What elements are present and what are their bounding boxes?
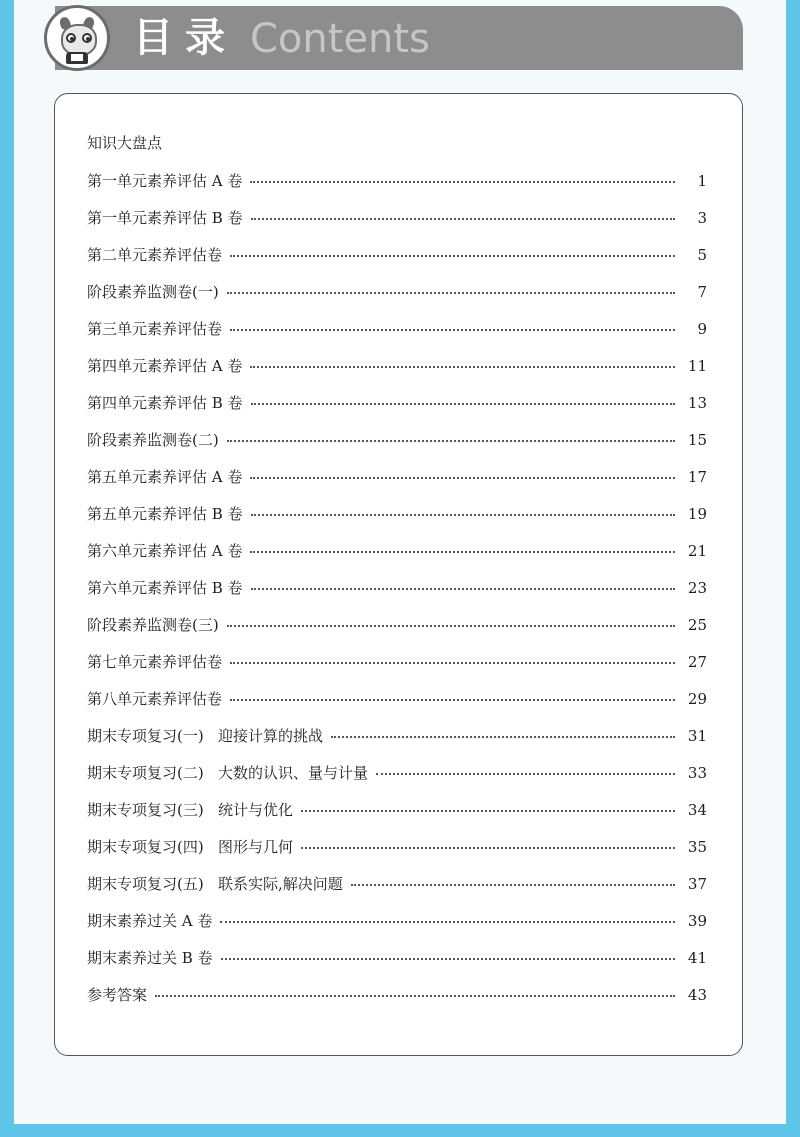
toc-entry-title: 第一单元素养评估 A 卷 [87,172,243,190]
toc-entry[interactable] [87,939,707,976]
dot-leader [250,477,675,479]
dot-leader [221,958,675,960]
toc-entry-title: 第八单元素养评估卷 [87,690,223,708]
toc-entry-page-number: 15 [687,430,707,449]
dot-leader [230,699,675,701]
dot-leader [301,810,675,812]
toc-entry[interactable] [87,643,707,680]
toc-entry[interactable] [87,162,707,199]
toc-entry-page-number: 34 [687,800,707,819]
toc-entry[interactable] [87,902,707,939]
toc-entry[interactable] [87,865,707,902]
dot-leader [227,292,675,294]
toc-entry-title: 第一单元素养评估 B 卷 [87,209,243,227]
toc-entry[interactable] [87,384,707,421]
toc-entry-title: 阶段素养监测卷(一) [87,283,219,301]
dot-leader [331,736,675,738]
toc-entry-title: 期末专项复习(一) 迎接计算的挑战 [87,727,324,745]
toc-entry[interactable] [87,976,707,1013]
toc-entry[interactable] [87,828,707,865]
toc-entry-page-number: 27 [687,652,707,671]
dot-leader [230,329,675,331]
dot-leader [351,884,675,886]
toc-entry-title: 第四单元素养评估 B 卷 [87,394,243,412]
toc-entry-page-number: 29 [687,689,707,708]
toc-entry-title: 期末素养过关 A 卷 [87,912,213,930]
toc-entry-title: 期末专项复习(四) 图形与几何 [87,838,294,856]
toc-entry-title: 第六单元素养评估 A 卷 [87,542,243,560]
toc-entry-page-number: 35 [687,837,707,856]
toc-entry[interactable] [87,754,707,791]
toc-entry-page-number: 39 [687,911,707,930]
toc-entry-page-number: 1 [697,171,707,190]
dot-leader [251,403,675,405]
dot-leader [230,255,675,257]
dot-leader [250,551,675,553]
toc-entry-title: 第六单元素养评估 B 卷 [87,579,243,597]
toc-entry[interactable] [87,310,707,347]
dot-leader [376,773,675,775]
dot-leader [227,440,675,442]
dot-leader [250,366,675,368]
toc-entry-title: 第五单元素养评估 B 卷 [87,505,243,523]
page-title: 目录 [133,15,237,61]
toc-entry-page-number: 33 [687,763,707,782]
toc-entry[interactable] [87,236,707,273]
toc-section-heading: 知识大盘点 [87,134,163,152]
toc-entry-page-number: 13 [687,393,707,412]
toc-entry-page-number: 43 [687,985,707,1004]
toc-entry[interactable] [87,791,707,828]
toc-entry-title: 第三单元素养评估卷 [87,320,223,338]
toc-entry-page-number: 31 [687,726,707,745]
toc-entry[interactable] [87,717,707,754]
toc-entry-title: 第二单元素养评估卷 [87,246,223,264]
toc-entry-page-number: 9 [697,319,707,338]
toc-entry-title: 期末素养过关 B 卷 [87,949,213,967]
toc-entry-page-number: 3 [697,208,707,227]
dot-leader [251,218,675,220]
dot-leader [230,662,675,664]
toc-entry-page-number: 7 [697,282,707,301]
dot-leader [251,514,675,516]
page-title-english: Contents [250,16,430,62]
toc-entry-title: 期末专项复习(三) 统计与优化 [87,801,294,819]
toc-entry[interactable] [87,273,707,310]
toc-entry[interactable] [87,458,707,495]
dot-leader [220,921,675,923]
toc-entry-title: 期末专项复习(二) 大数的认识、量与计量 [87,764,369,782]
toc-entry-title: 期末专项复习(五) 联系实际,解决问题 [87,875,343,893]
toc-entry-title: 第五单元素养评估 A 卷 [87,468,243,486]
toc-entry[interactable] [87,495,707,532]
toc-entry-page-number: 19 [687,504,707,523]
toc-entry[interactable] [87,680,707,717]
toc-entry[interactable] [87,347,707,384]
toc-entry[interactable] [87,606,707,643]
toc-entry-title: 第七单元素养评估卷 [87,653,223,671]
dot-leader [251,588,675,590]
toc-entry[interactable] [87,532,707,569]
dot-leader [155,995,675,997]
toc-entry-page-number: 25 [687,615,707,634]
toc-entry-page-number: 11 [687,356,707,375]
toc-entry-page-number: 23 [687,578,707,597]
toc-entry-title: 第四单元素养评估 A 卷 [87,357,243,375]
toc-entry[interactable] [87,569,707,606]
toc-entry-title: 阶段素养监测卷(三) [87,616,219,634]
toc-entry[interactable] [87,199,707,236]
toc-entry-page-number: 21 [687,541,707,560]
dot-leader [250,181,675,183]
toc-entry-title: 参考答案 [87,986,148,1004]
toc-entry-page-number: 41 [687,948,707,967]
toc-entry-page-number: 5 [697,245,707,264]
dot-leader [301,847,675,849]
toc-entry-title: 阶段素养监测卷(二) [87,431,219,449]
owl-mascot-icon [44,5,110,71]
toc-list [87,162,707,1013]
toc-entry[interactable] [87,421,707,458]
toc-entry-page-number: 37 [687,874,707,893]
toc-entry-page-number: 17 [687,467,707,486]
dot-leader [227,625,675,627]
